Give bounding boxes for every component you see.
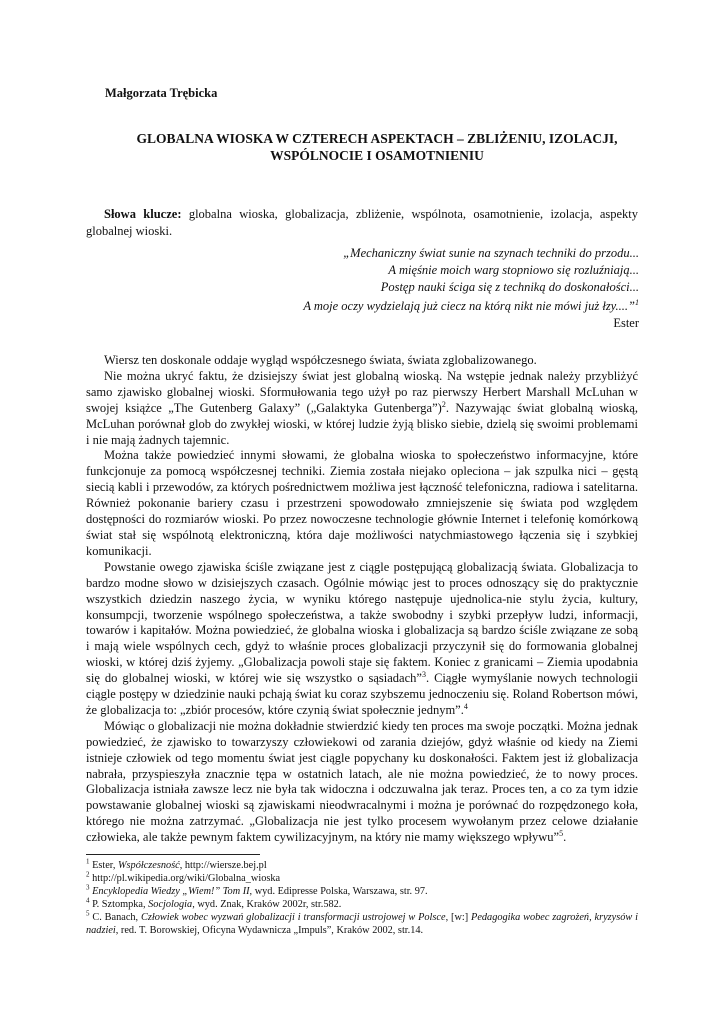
paragraph: Mówiąc o globalizacji nie można dokładnie stwierdzić kiedy ten proces ma swoje początki. Można jednak powiedzieć, że zjawisko to towarzyszy człowiekowi od zarania dziejów, gdyż właśnie od kiedy na Ziemi istnieje człowiek od tego momentu świat jest ciągle popychany ku doskonałości. Faktem jest iż globalizacja nabrała, przyspieszyła znacznie tępa w ostatnich latach, ale nie można powiedzieć, że to nowy proces. Globalizacja istniała zawsze lecz nie była tak widoczna i odczuwalna jak teraz. Proces ten, a co za tym idzie powstawanie globalnej wioski są zjawiskami nieodwracalnymi i można je porównać do rozpędzonego koła, którego nie można zatrzymać. „Globalizacja nie jest tylko procesem wywołanym przez celowe działanie człowieka, ale także pewnym faktem cywilizacyjnym, na który nie mamy większego wpływu”$^5$.: [86, 718, 638, 845]
paragraph: Nie można ukryć faktu, że dzisiejszy świat jest globalną wioską. Na wstępie jednak należy przybliżyć samo zjawisko globalnej wioski. Sformułowania tego użył po raz pierwszy Herbert Marshall McLuhan w swojej książce „The Gutenberg Galaxy” („Galaktyka Gutenberga”)$^2$. Nazywając świat globalną wioską, McLuhan porównał glob do zwykłej wioski, w której ludzie żyją blisko siebie, dzielą się swoimi problemami i nie mają żadnych tajemnic.: [86, 368, 638, 447]
footnote-item: $^1$ Ester, Współczesność, http://wiersze.bej.pl: [86, 857, 267, 871]
motto-line-1: „Mechaniczny świat sunie na szynach techniki do przodu...: [343, 246, 639, 260]
paper-title: [86, 130, 668, 164]
footnote-item: $^4$ P. Sztompka, Socjologia, wyd. Znak, Kraków 2002r, str.582.: [86, 896, 342, 910]
keywords-label: Słowa klucze:: [104, 207, 182, 221]
motto-line-2: A mięśnie moich warg stopniowo się rozluźniają...: [388, 262, 639, 277]
motto-line-3: Postęp nauki ściga się z techniką do doskonałości...: [380, 279, 639, 294]
author-name: Małgorzata Trębicka: [105, 86, 218, 100]
motto-line-4: A moje oczy wydzielają już ciecz na którą nikt nie mówi już łzy....”: [303, 299, 635, 314]
footnote-ref-5[interactable]: 5: [559, 829, 564, 839]
footnote-ref-4[interactable]: 4: [463, 701, 468, 711]
paragraph: Wiersz ten doskonale oddaje wygląd współczesnego świata, świata zglobalizowanego.: [104, 353, 537, 367]
footnote-ref-2[interactable]: 2: [441, 399, 446, 409]
title-line-1: GLOBALNA WIOSKA W CZTERECH ASPEKTACH – ZBLIŻENIU, IZOLACJI,: [136, 131, 618, 146]
title-line-2: WSPÓLNOCIE I OSAMOTNIENIU: [270, 148, 484, 163]
footnote-item: $^3$ Encyklopedia Wiedzy „Wiem!” Tom II, wyd. Edipresse Polska, Warszawa, str. 97.: [86, 883, 428, 897]
footnote-item: $^5$ C. Banach, Człowiek wobec wyzwań globalizacji i transformacji ustrojowej w Polsce, [w:] Pedagogika wobec zagrożeń, kryzysów i nadziei, red. T. Borowskiej, Oficyna Wydawnicza „Impuls”, Kraków 2002, str.14.: [86, 909, 638, 936]
footnote-divider: [86, 854, 260, 855]
paragraph: Powstanie owego zjawiska ściśle związane jest z ciągle postępującą globalizacją świata. Globalizacja to bardzo modne słowo w dzisiejszych czasach. Ogólnie mówiąc jest to proces odnoszący się do praktycznie wszystkich dziedzin naszego życia, w wyniku którego następuje ujednolica-nie stylu życia, kultury, konsumpcji, tworzenie wspólnego społeczeństwa, a także swobodny i szybki przepływ ludzi, informacji, towarów i kapitałów. Można powiedzieć, że globalna wioska i globalizacja są bardzo ściśle związane ze sobą i mają wiele wspólnych cech, gdyż to właśnie proces globalizacji przyczynił się do formowania globalnej wioski, w której dziś żyjemy. „Globalizacja powoli staje się faktem. Koniec z granicami – Ziemia upodabnia się do globalnej wioski, w której wie się wszystko o sąsiadach”$^3$. Ciągłe wymyślanie nowych technologii ciągle postępy w dziedzinie nauki pchają świat ku coraz szybszemu jednoczeniu się. Roland Robertson mówi, że globalizacja to: „zbiór procesów, które czynią świat społecznie jednym”.$^4$: [86, 559, 639, 717]
footnote-ref-3[interactable]: 3: [421, 669, 426, 679]
footnote-ref-1[interactable]: 1: [635, 298, 639, 308]
motto-poem: [79, 245, 639, 332]
motto-attribution: Ester: [613, 316, 639, 331]
footnotes: [86, 857, 638, 937]
paragraph: Można także powiedzieć innymi słowami, że globalna wioska to społeczeństwo informacyjne, które funkcjonuje za pomocą współczesnej techniki. Ziemia została niejako opleciona – jak szpulka nici – gęstą siecią kabli i przewodów, za których pośrednictwem możliwa jest łączność telefoniczna, radiowa i satelitarna. Również pokonanie bariery czasu i przestrzeni spowodowało zmniejszenie się świata pod względem dostępności do rozmiarów wioski. Po przez nowoczesne technologie głównie Internet i telefonię komórkową świat stał się wspólnotą elektroniczną, która daje możliwości natychmiastowego łączenia się i szybkiej komunikacji.: [86, 448, 638, 558]
keywords-text: globalna wioska, globalizacja, zbliżenie, wspólnota, osamotnienie, izolacja, aspekty globalnej wioski.: [86, 207, 638, 238]
body-text: [86, 353, 638, 846]
keywords: [86, 206, 638, 240]
footnote-item: $^2$ http://pl.wikipedia.org/wiki/Globalna_wioska: [86, 870, 281, 884]
